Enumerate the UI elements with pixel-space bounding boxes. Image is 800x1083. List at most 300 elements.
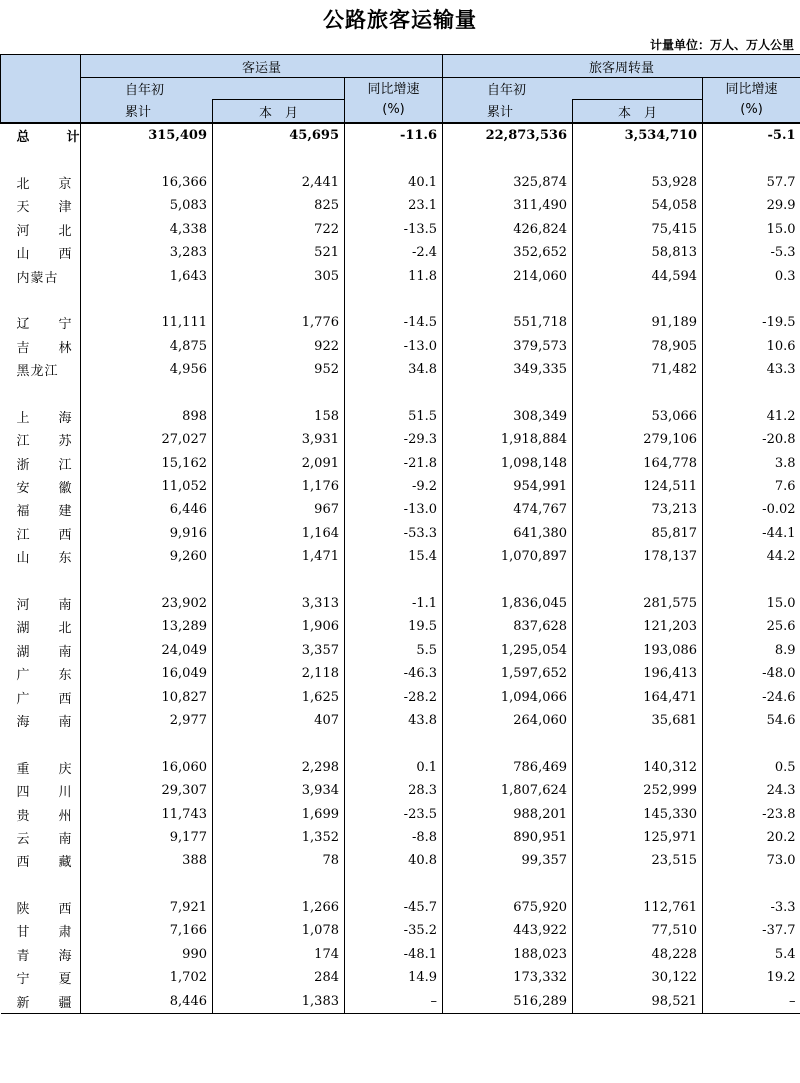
header-turnover-yoy-label: 同比增速 (725, 82, 778, 97)
turnover-ytd: 675,920 (443, 896, 573, 919)
table-row (1, 218, 800, 241)
spacer-cell (1, 381, 81, 404)
volume-yoy: 34.8 (345, 358, 443, 381)
volume-month: 3,934 (213, 779, 345, 802)
volume-ytd: 5,083 (81, 194, 213, 217)
table-row (1, 428, 800, 451)
volume-ytd: 10,827 (81, 685, 213, 708)
group-spacer (1, 381, 800, 404)
header-turnover: 旅客周转量 (443, 55, 800, 78)
table-row (1, 709, 800, 732)
volume-month: 722 (213, 218, 345, 241)
group-spacer (1, 873, 800, 896)
table-row (1, 662, 800, 685)
volume-ytd: 13,289 (81, 615, 213, 638)
row-name: 海 南 (16, 714, 80, 730)
turnover-month: 252,999 (573, 779, 703, 802)
header-corner-2 (1, 78, 81, 100)
turnover-month: 77,510 (573, 919, 703, 942)
volume-ytd: 4,338 (81, 218, 213, 241)
turnover-ytd: 1,918,884 (443, 428, 573, 451)
spacer-cell (1, 568, 81, 591)
table-row (1, 943, 800, 966)
row-name: 福 建 (16, 504, 80, 520)
volume-yoy: – (345, 989, 443, 1013)
row-name: 广 东 (16, 668, 80, 684)
volume-ytd: 8,446 (81, 989, 213, 1013)
volume-month: 1,352 (213, 826, 345, 849)
volume-yoy: -11.6 (345, 123, 443, 147)
turnover-yoy: -0.02 (703, 498, 800, 521)
row-name: 黑龙江 (16, 364, 59, 380)
table-row (1, 826, 800, 849)
turnover-month: 125,971 (573, 826, 703, 849)
turnover-yoy: 57.7 (703, 171, 800, 194)
turnover-ytd: 188,023 (443, 943, 573, 966)
volume-month: 305 (213, 264, 345, 287)
spacer-cell (573, 288, 703, 311)
turnover-ytd: 837,628 (443, 615, 573, 638)
row-name: 河 北 (16, 223, 80, 239)
volume-ytd: 1,643 (81, 264, 213, 287)
turnover-month: 58,813 (573, 241, 703, 264)
spacer-cell (703, 873, 800, 896)
spacer-cell (573, 147, 703, 170)
turnover-yoy: -3.3 (703, 896, 800, 919)
row-name: 宁 夏 (16, 972, 80, 988)
table-row (1, 592, 800, 615)
turnover-yoy: 29.9 (703, 194, 800, 217)
row-name: 天 津 (16, 200, 80, 216)
group-spacer (1, 732, 800, 755)
row-name: 云 南 (16, 831, 80, 847)
row-name: 山 西 (16, 247, 80, 263)
table-header (1, 55, 800, 124)
turnover-month: 164,778 (573, 451, 703, 474)
volume-yoy: 0.1 (345, 756, 443, 779)
volume-yoy: 51.5 (345, 405, 443, 428)
volume-yoy: -8.8 (345, 826, 443, 849)
row-name: 陕 西 (16, 902, 80, 918)
volume-ytd: 4,875 (81, 335, 213, 358)
volume-yoy: -21.8 (345, 451, 443, 474)
row-name: 江 苏 (16, 434, 80, 450)
spacer-cell (573, 873, 703, 896)
volume-ytd: 16,366 (81, 171, 213, 194)
spacer-cell (1, 873, 81, 896)
volume-month: 1,266 (213, 896, 345, 919)
volume-yoy: -1.1 (345, 592, 443, 615)
volume-yoy: -46.3 (345, 662, 443, 685)
turnover-yoy: -24.6 (703, 685, 800, 708)
volume-ytd: 23,902 (81, 592, 213, 615)
spacer-cell (213, 568, 345, 591)
turnover-month: 53,066 (573, 405, 703, 428)
header-volume: 客运量 (81, 55, 443, 78)
turnover-ytd: 1,807,624 (443, 779, 573, 802)
turnover-month: 196,413 (573, 662, 703, 685)
table-row (1, 335, 800, 358)
turnover-month: 279,106 (573, 428, 703, 451)
table-row (1, 405, 800, 428)
volume-yoy: 5.5 (345, 639, 443, 662)
spacer-cell (703, 288, 800, 311)
header-turnover-ytd-bottom: 累计 (443, 100, 573, 124)
volume-yoy: -13.5 (345, 218, 443, 241)
volume-yoy: -14.5 (345, 311, 443, 334)
turnover-ytd: 1,098,148 (443, 451, 573, 474)
volume-yoy: -35.2 (345, 919, 443, 942)
turnover-yoy: 54.6 (703, 709, 800, 732)
turnover-month: 75,415 (573, 218, 703, 241)
volume-month: 78 (213, 849, 345, 872)
volume-yoy: -29.3 (345, 428, 443, 451)
unit-note: 计量单位：万人、万人公里 (649, 38, 794, 52)
turnover-yoy: 0.3 (703, 264, 800, 287)
turnover-month: 98,521 (573, 989, 703, 1013)
header-volume-ytd-bottom: 累计 (81, 100, 213, 124)
row-name: 湖 北 (16, 621, 80, 637)
row-name: 北 京 (16, 176, 80, 192)
header-volume-month: 本 月 (213, 100, 345, 124)
volume-yoy: 11.8 (345, 264, 443, 287)
turnover-ytd: 1,070,897 (443, 545, 573, 568)
volume-yoy: -28.2 (345, 685, 443, 708)
volume-ytd: 16,060 (81, 756, 213, 779)
row-name: 重 庆 (16, 761, 80, 777)
row-name: 贵 州 (16, 808, 80, 824)
spacer-cell (81, 381, 213, 404)
volume-month: 284 (213, 966, 345, 989)
turnover-month: 121,203 (573, 615, 703, 638)
volume-month: 825 (213, 194, 345, 217)
turnover-yoy: 25.6 (703, 615, 800, 638)
turnover-ytd: 890,951 (443, 826, 573, 849)
volume-month: 2,118 (213, 662, 345, 685)
volume-month: 1,906 (213, 615, 345, 638)
row-name: 上 海 (16, 410, 80, 426)
row-name: 总 计 (1, 123, 81, 147)
table-row (1, 966, 800, 989)
table-row (1, 639, 800, 662)
spacer-cell (1, 288, 81, 311)
turnover-month: 35,681 (573, 709, 703, 732)
spacer-cell (345, 732, 443, 755)
turnover-ytd: 443,922 (443, 919, 573, 942)
turnover-ytd: 516,289 (443, 989, 573, 1013)
volume-month: 1,383 (213, 989, 345, 1013)
turnover-month: 85,817 (573, 522, 703, 545)
volume-ytd: 16,049 (81, 662, 213, 685)
volume-yoy: 15.4 (345, 545, 443, 568)
turnover-yoy: 44.2 (703, 545, 800, 568)
volume-ytd: 11,052 (81, 475, 213, 498)
row-name: 西 藏 (16, 855, 80, 871)
turnover-yoy: 5.4 (703, 943, 800, 966)
turnover-ytd: 311,490 (443, 194, 573, 217)
volume-ytd: 2,977 (81, 709, 213, 732)
turnover-yoy: -20.8 (703, 428, 800, 451)
row-name: 四 川 (16, 785, 80, 801)
volume-month: 521 (213, 241, 345, 264)
volume-yoy: -48.1 (345, 943, 443, 966)
turnover-yoy: 24.3 (703, 779, 800, 802)
row-name: 安 徽 (16, 481, 80, 497)
row-name: 甘 肃 (16, 925, 80, 941)
table-row (1, 756, 800, 779)
turnover-month: 23,515 (573, 849, 703, 872)
turnover-ytd: 551,718 (443, 311, 573, 334)
row-name: 内蒙古 (16, 270, 59, 286)
spacer-cell (213, 288, 345, 311)
turnover-ytd: 954,991 (443, 475, 573, 498)
volume-ytd: 7,921 (81, 896, 213, 919)
volume-yoy: -2.4 (345, 241, 443, 264)
spacer-cell (573, 568, 703, 591)
header-corner (1, 55, 81, 78)
turnover-yoy: -5.3 (703, 241, 800, 264)
volume-yoy: 40.8 (345, 849, 443, 872)
turnover-month: 54,058 (573, 194, 703, 217)
volume-month: 1,471 (213, 545, 345, 568)
table-row (1, 779, 800, 802)
volume-yoy: -13.0 (345, 335, 443, 358)
turnover-month: 112,761 (573, 896, 703, 919)
spacer-cell (703, 568, 800, 591)
volume-month: 158 (213, 405, 345, 428)
row-name: 江 西 (16, 527, 80, 543)
spacer-cell (703, 732, 800, 755)
volume-ytd: 4,956 (81, 358, 213, 381)
spacer-cell (213, 381, 345, 404)
volume-month: 2,441 (213, 171, 345, 194)
spacer-cell (703, 147, 800, 170)
volume-month: 1,078 (213, 919, 345, 942)
turnover-ytd: 214,060 (443, 264, 573, 287)
turnover-yoy: 15.0 (703, 218, 800, 241)
spacer-cell (1, 732, 81, 755)
volume-ytd: 27,027 (81, 428, 213, 451)
table-row (1, 241, 800, 264)
header-corner-3 (1, 100, 81, 124)
turnover-month: 48,228 (573, 943, 703, 966)
turnover-yoy: 10.6 (703, 335, 800, 358)
spacer-cell (573, 732, 703, 755)
turnover-yoy: 7.6 (703, 475, 800, 498)
volume-yoy: -23.5 (345, 802, 443, 825)
turnover-yoy: -19.5 (703, 311, 800, 334)
table-row (1, 989, 800, 1013)
turnover-yoy: -37.7 (703, 919, 800, 942)
row-name: 辽 宁 (16, 317, 80, 333)
volume-month: 174 (213, 943, 345, 966)
spacer-cell (443, 288, 573, 311)
turnover-yoy: 3.8 (703, 451, 800, 474)
spacer-cell (345, 147, 443, 170)
turnover-month: 193,086 (573, 639, 703, 662)
header-turnover-month: 本 月 (573, 100, 703, 124)
turnover-yoy: 41.2 (703, 405, 800, 428)
turnover-ytd: 22,873,536 (443, 123, 573, 147)
row-name: 河 南 (16, 598, 80, 613)
turnover-ytd: 264,060 (443, 709, 573, 732)
turnover-yoy: -44.1 (703, 522, 800, 545)
spacer-cell (213, 873, 345, 896)
turnover-ytd: 641,380 (443, 522, 573, 545)
turnover-yoy: 0.5 (703, 756, 800, 779)
volume-ytd: 11,743 (81, 802, 213, 825)
spacer-cell (443, 873, 573, 896)
turnover-ytd: 786,469 (443, 756, 573, 779)
turnover-month: 164,471 (573, 685, 703, 708)
turnover-month: 44,594 (573, 264, 703, 287)
spacer-cell (703, 381, 800, 404)
table-row (1, 194, 800, 217)
turnover-yoy: 19.2 (703, 966, 800, 989)
turnover-ytd: 379,573 (443, 335, 573, 358)
volume-ytd: 9,260 (81, 545, 213, 568)
turnover-yoy: -5.1 (703, 123, 800, 147)
turnover-month: 281,575 (573, 592, 703, 615)
row-name: 浙 江 (16, 457, 80, 473)
turnover-yoy: 15.0 (703, 592, 800, 615)
volume-month: 3,931 (213, 428, 345, 451)
spacer-cell (573, 381, 703, 404)
header-turnover-yoy (703, 78, 800, 124)
volume-month: 407 (213, 709, 345, 732)
volume-yoy: 28.3 (345, 779, 443, 802)
turnover-yoy: -23.8 (703, 802, 800, 825)
header-volume-yoy-unit: (%) (382, 102, 405, 117)
group-spacer (1, 568, 800, 591)
table-body (1, 123, 800, 1013)
volume-ytd: 15,162 (81, 451, 213, 474)
table-row (1, 451, 800, 474)
volume-ytd: 29,307 (81, 779, 213, 802)
row-name: 新 疆 (1, 989, 81, 1013)
turnover-ytd: 1,295,054 (443, 639, 573, 662)
volume-month: 1,625 (213, 685, 345, 708)
header-turnover-yoy-unit: (%) (740, 102, 763, 117)
turnover-ytd: 1,597,652 (443, 662, 573, 685)
table-row (1, 545, 800, 568)
row-name: 吉 林 (16, 340, 80, 356)
volume-ytd: 11,111 (81, 311, 213, 334)
table-row (1, 311, 800, 334)
turnover-ytd: 1,094,066 (443, 685, 573, 708)
volume-month: 1,699 (213, 802, 345, 825)
turnover-month: 53,928 (573, 171, 703, 194)
spacer-cell (213, 732, 345, 755)
volume-month: 952 (213, 358, 345, 381)
row-name: 山 东 (16, 551, 80, 567)
volume-yoy: 19.5 (345, 615, 443, 638)
spacer-cell (1, 147, 81, 170)
turnover-yoy: -48.0 (703, 662, 800, 685)
turnover-yoy: 43.3 (703, 358, 800, 381)
spacer-cell (81, 568, 213, 591)
turnover-month: 178,137 (573, 545, 703, 568)
volume-ytd: 7,166 (81, 919, 213, 942)
volume-yoy: 14.9 (345, 966, 443, 989)
turnover-month: 140,312 (573, 756, 703, 779)
row-name: 湖 南 (16, 644, 80, 660)
row-name: 青 海 (16, 948, 80, 964)
table-row (1, 849, 800, 872)
turnover-month: 78,905 (573, 335, 703, 358)
turnover-ytd: 352,652 (443, 241, 573, 264)
table-row (1, 802, 800, 825)
turnover-month: 145,330 (573, 802, 703, 825)
volume-yoy: 43.8 (345, 709, 443, 732)
header-volume-ytd-top: 自年初 (81, 78, 345, 100)
spacer-cell (345, 568, 443, 591)
spacer-cell (345, 288, 443, 311)
turnover-ytd: 474,767 (443, 498, 573, 521)
total-row (1, 123, 800, 147)
volume-yoy: 40.1 (345, 171, 443, 194)
volume-yoy: -53.3 (345, 522, 443, 545)
volume-month: 1,176 (213, 475, 345, 498)
spacer-cell (443, 568, 573, 591)
turnover-ytd: 349,335 (443, 358, 573, 381)
volume-month: 2,091 (213, 451, 345, 474)
table-row (1, 522, 800, 545)
turnover-yoy: 73.0 (703, 849, 800, 872)
volume-yoy: 23.1 (345, 194, 443, 217)
spacer-cell (443, 732, 573, 755)
volume-ytd: 6,446 (81, 498, 213, 521)
spacer-cell (345, 381, 443, 404)
spacer-cell (81, 873, 213, 896)
turnover-month: 124,511 (573, 475, 703, 498)
turnover-ytd: 173,332 (443, 966, 573, 989)
page-title: 公路旅客运输量 (323, 8, 477, 32)
turnover-ytd: 426,824 (443, 218, 573, 241)
group-spacer (1, 288, 800, 311)
turnover-ytd: 325,874 (443, 171, 573, 194)
volume-yoy: -13.0 (345, 498, 443, 521)
group-spacer (1, 147, 800, 170)
volume-yoy: -45.7 (345, 896, 443, 919)
header-volume-yoy (345, 78, 443, 124)
table-row (1, 475, 800, 498)
volume-month: 45,695 (213, 123, 345, 147)
volume-ytd: 3,283 (81, 241, 213, 264)
volume-ytd: 990 (81, 943, 213, 966)
turnover-month: 3,534,710 (573, 123, 703, 147)
volume-ytd: 388 (81, 849, 213, 872)
volume-ytd: 1,702 (81, 966, 213, 989)
row-name: 广 西 (16, 691, 80, 707)
volume-month: 967 (213, 498, 345, 521)
table-row (1, 358, 800, 381)
passenger-transport-table (0, 54, 800, 1014)
volume-ytd: 24,049 (81, 639, 213, 662)
spacer-cell (81, 147, 213, 170)
header-turnover-ytd-top: 自年初 (443, 78, 703, 100)
volume-ytd: 315,409 (81, 123, 213, 147)
turnover-yoy: 8.9 (703, 639, 800, 662)
volume-ytd: 898 (81, 405, 213, 428)
volume-month: 2,298 (213, 756, 345, 779)
turnover-yoy: – (703, 989, 800, 1013)
spacer-cell (213, 147, 345, 170)
spacer-cell (345, 873, 443, 896)
table-row (1, 896, 800, 919)
turnover-month: 30,122 (573, 966, 703, 989)
volume-month: 1,776 (213, 311, 345, 334)
